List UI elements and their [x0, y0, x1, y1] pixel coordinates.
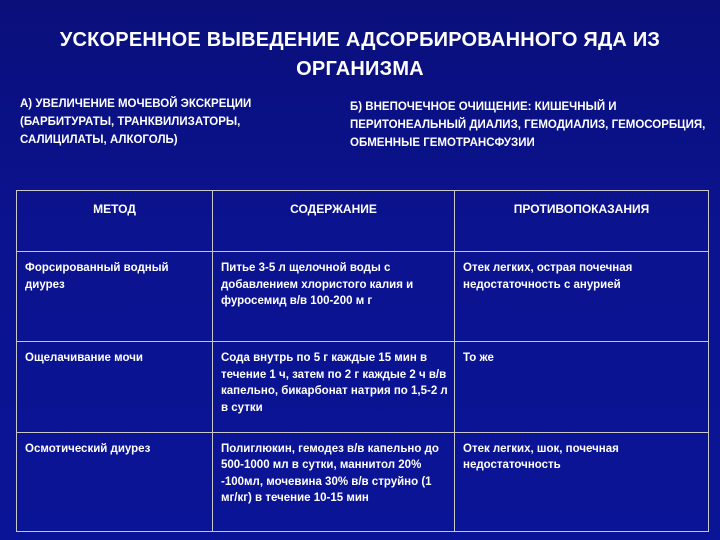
slide-title: УСКОРЕННОЕ ВЫВЕДЕНИЕ АДСОРБИРОВАННОГО ЯДА ИЗ ОРГАНИЗМА	[59, 29, 661, 80]
methods-table	[16, 190, 708, 532]
cell-contraindications: Отек легких, шок, почечная недостаточность	[455, 432, 709, 531]
header-content: СОДЕРЖАНИЕ	[213, 191, 455, 252]
cell-method: Ощелачивание мочи	[17, 342, 213, 432]
cell-contraindications: То же	[455, 342, 709, 432]
header-method: МЕТОД	[17, 191, 213, 252]
header-contraindications: ПРОТИВОПОКАЗАНИЯ	[455, 191, 709, 252]
methods-table-grid	[16, 190, 709, 532]
table-row	[17, 432, 709, 531]
table-row	[17, 342, 709, 432]
note-urinary-excretion: А) УВЕЛИЧЕНИЕ МОЧЕВОЙ ЭКСКРЕЦИИ (БАРБИТУРАТЫ, ТРАНКВИЛИЗАТОРЫ, САЛИЦИЛАТЫ, АЛКОГОЛЬ)	[20, 98, 252, 146]
cell-contraindications: Отек легких, острая почечная недостаточность с анурией	[455, 252, 709, 342]
cell-method: Осмотический диурез	[17, 432, 213, 531]
note-extrarenal-cleansing: Б) ВНЕПОЧЕЧНОЕ ОЧИЩЕНИЕ: КИШЕЧНЫЙ И ПЕРИТОНЕАЛЬНЫЙ ДИАЛИЗ, ГЕМОДИАЛИЗ, ГЕМОСОРБЦИЯ, ОБМЕННЫЕ ГЕМОТРАНСФУЗИИ	[350, 101, 706, 149]
cell-method: Форсированный водный диурез	[17, 252, 213, 342]
cell-content: Питье 3-5 л щелочной воды с добавлением хлористого калия и фуросемид в/в 100-200 м г	[213, 252, 455, 342]
table-row	[17, 252, 709, 342]
cell-content: Сода внутрь по 5 г каждые 15 мин в течение 1 ч, затем по 2 г каждые 2 ч в/в капельно, бикарбонат натрия по 1,5-2 л в сутки	[213, 342, 455, 432]
table-header-row	[17, 191, 709, 252]
cell-content: Полиглюкин, гемодез в/в капельно до 500-1000 мл в сутки, маннитол 20% -100мл, мочевина 30% в/в струйно (1 мг/кг) в течение 10-15 мин	[213, 432, 455, 531]
